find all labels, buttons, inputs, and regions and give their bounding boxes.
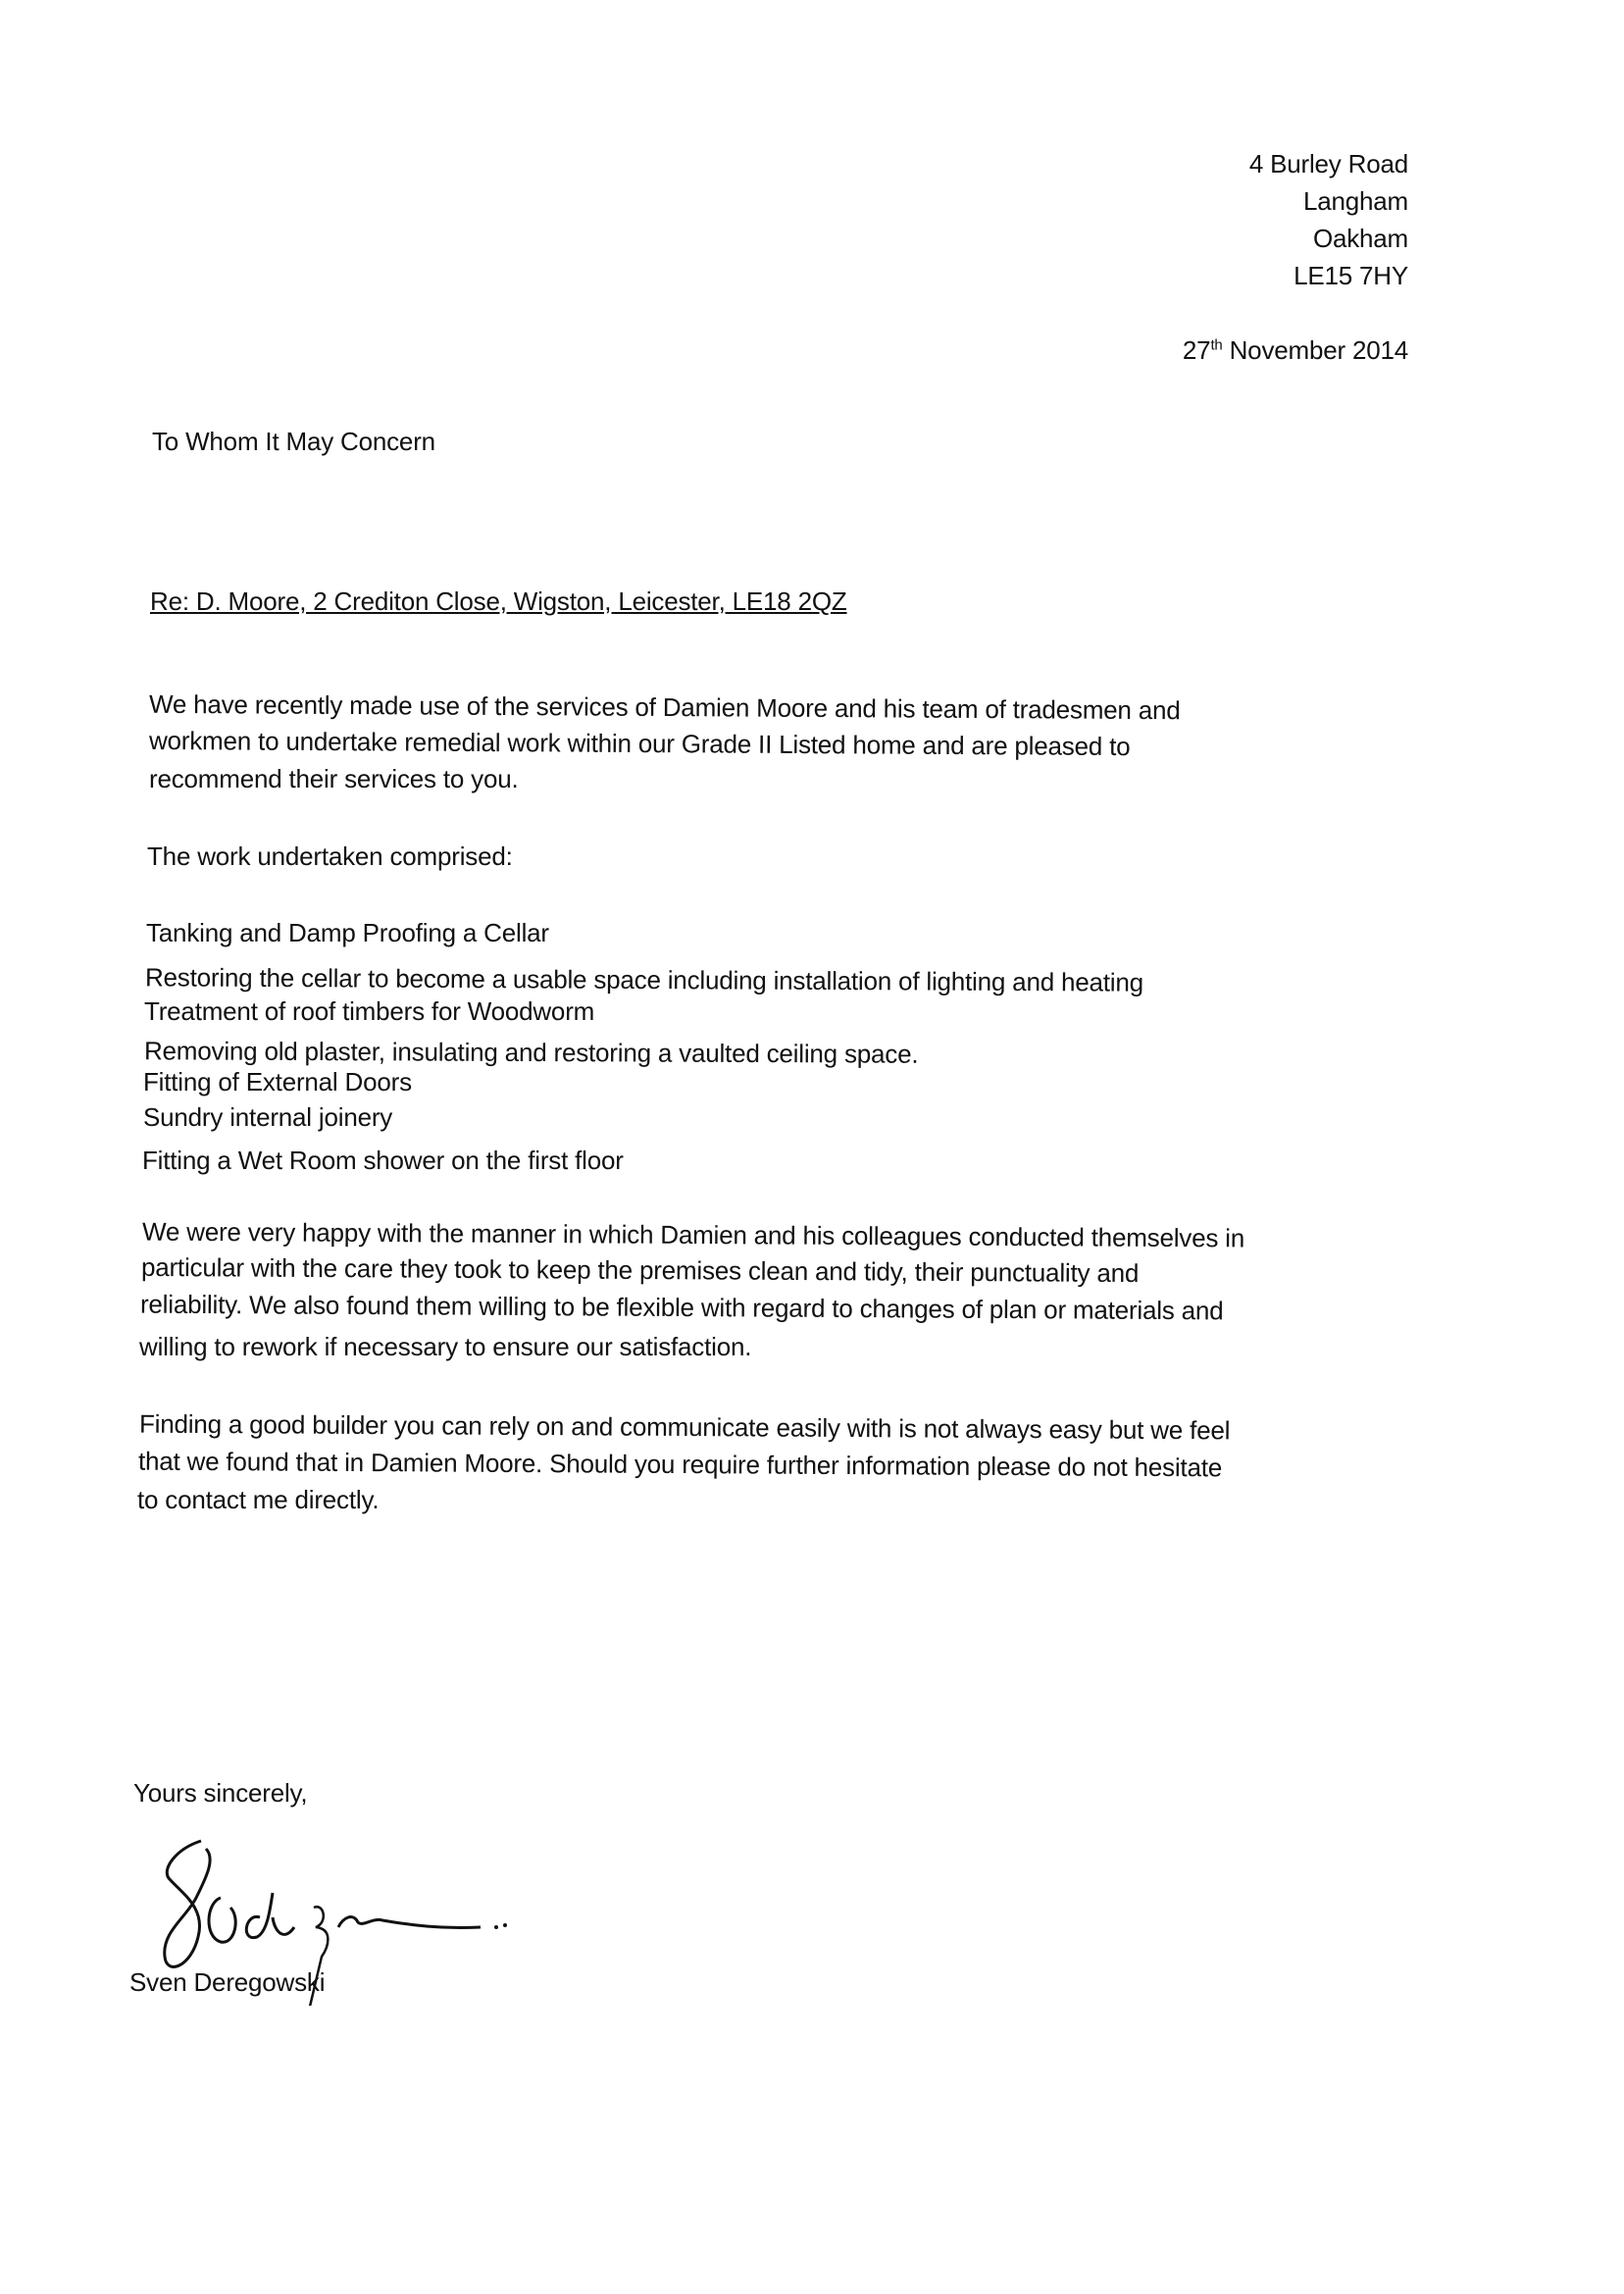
address-line: Langham [1302,186,1408,216]
paragraph-line: that we found that in Damien Moore. Should you require further information please do not hesitate [137,1446,1223,1483]
address-line: Oakham [1312,224,1408,253]
list-item: Removing old plaster, insulating and restoring a vaulted ceiling space. [143,1036,919,1069]
salutation: To Whom It May Concern [152,427,435,456]
list-item: Sundry internal joinery [143,1102,393,1132]
paragraph-line: We were very happy with the manner in which Damien and his colleagues conducted themselves in [141,1216,1245,1253]
list-item: Restoring the cellar to become a usable space including installation of lighting and heating [144,962,1144,997]
closing: Yours sincerely, [133,1778,308,1808]
paragraph-line: recommend their services to you. [149,764,519,793]
paragraph-line: willing to rework if necessary to ensure our satisfaction. [139,1332,752,1361]
paragraph-line: Finding a good builder you can rely on and communicate easily with is not always easy but we feel [138,1408,1231,1446]
paragraph-line: reliability. We also found them willing to be flexible with regard to changes of plan or materials and [139,1289,1224,1326]
address-line: 4 Burley Road [1248,149,1408,178]
signatory-name: Sven Deregowski [129,1967,326,1997]
list-item: Treatment of roof timbers for Woodworm [144,996,595,1026]
paragraph-line: workmen to undertake remedial work within our Grade II Listed home and are pleased to [148,725,1131,762]
work-intro: The work undertaken comprised: [147,841,513,871]
list-item: Fitting a Wet Room shower on the first floor [142,1146,624,1175]
list-item: Tanking and Damp Proofing a Cellar [146,918,549,947]
paragraph-line: to contact me directly. [137,1485,380,1514]
list-item: Fitting of External Doors [143,1067,412,1096]
paragraph-line: particular with the care they took to keep the premises clean and tidy, their punctuality and [140,1251,1140,1289]
paragraph-line: We have recently made use of the services of Damien Moore and his team of tradesmen and [148,688,1181,726]
letter-date: 27th November 2014 [1182,335,1408,365]
subject-line: Re: D. Moore, 2 Crediton Close, Wigston, Leicester, LE18 2QZ [150,586,847,616]
address-line: LE15 7HY [1294,261,1408,290]
